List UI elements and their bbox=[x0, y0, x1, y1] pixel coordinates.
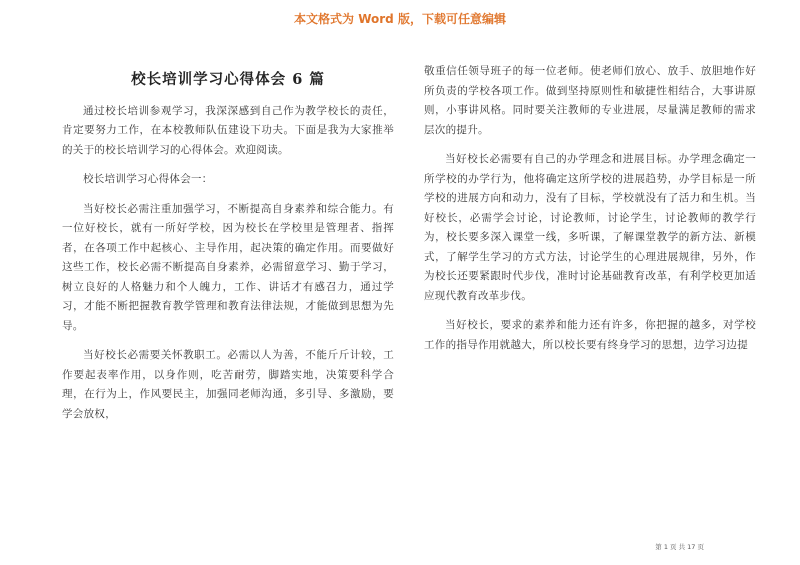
paragraph: 敬重信任领导班子的每一位老师。使老师们放心、放手、放胆地作好所负责的学校各项工作。做到坚持原则性和敏捷性相结合，大事讲原则，小事讲风格。同时要关注教师的专业进展，尽量满足教师的需求层次的提升。 bbox=[424, 65, 756, 136]
paragraph: 通过校长培训参观学习，我深深感到自己作为教学校长的责任，肯定要努力工作，在本校教师队伍建设下功夫。下面是我为大家推举的关于的校长培训学习的心得体会。欢迎阅读。 bbox=[62, 104, 394, 156]
document-banner: 本文格式为 Word 版，下载可任意编辑 bbox=[294, 12, 506, 26]
section-heading: 校长培训学习心得体会一： bbox=[83, 173, 213, 185]
paragraph: 当好校长，要求的素养和能力还有许多，你把握的越多，对学校工作的指导作用就越大，所以校长要有终身学习的思想，边学习边提 bbox=[424, 319, 756, 351]
paragraph: 当好校长必需要有自己的办学理念和进展目标。办学理念确定一所学校的办学行为，他将确定这所学校的进展趋势，办学目标是一所学校的进展方向和动力，没有了目标，学校就没有了活力和生机。当好校长，必需学会讨论，讨论教师，讨论学生，讨论教师的教学行为，校长要多深入课堂一线，多听课，了解课堂教学的新方法、新模式，了解学生学习的方式方法，讨论学生的心理进展规律，另外，作为校长还要紧跟时代步伐，准时讨论基础教育改革，有利学校更加适应现代教育改革步伐。 bbox=[424, 153, 756, 302]
paragraph: 当好校长必需要关怀教职工。必需以人为善，不能斤斤计较，工作要起表率作用，以身作则，吃苦耐劳，脚踏实地，决策要科学合理，在行为上，作风要民主，加强同老师沟通，多引导、多激励，要学会放权， bbox=[62, 349, 394, 420]
page-indicator: 第 1 页 共 17 页 bbox=[655, 543, 704, 551]
right-column bbox=[424, 62, 756, 365]
left-column bbox=[62, 60, 394, 434]
document-title: 校长培训学习心得体会 6 篇 bbox=[131, 71, 325, 88]
paragraph: 当好校长必需注重加强学习，不断提高自身素养和综合能力。有一位好校长，就有一所好学校，因为校长在学校里是管理者、指挥者，在各项工作中起核心、主导作用，起决策的确定作用。而要做好这些工作，校长必需不断提高自身素养，必需留意学习、勤于学习，树立良好的人格魅力和个人魄力，工作、讲话才有感召力，通过学习，才能不断把握教育教学管理和教育法律法规，才能做到思想为先导。 bbox=[62, 202, 394, 332]
